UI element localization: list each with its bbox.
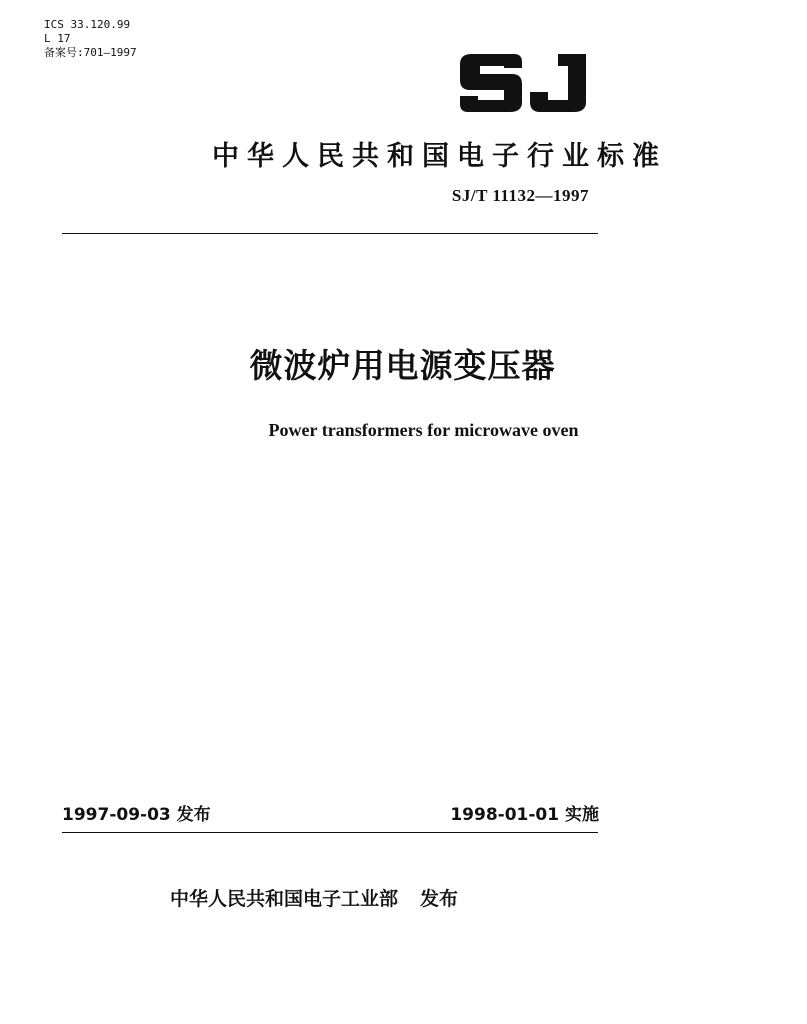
issue-date: 1997-09-03 发布 — [62, 805, 211, 825]
ics-code: ICS 33.120.99 — [44, 18, 131, 31]
standard-code: SJ/T 11132—1997 — [451, 186, 589, 205]
publisher-suffix: 发布 — [420, 888, 459, 910]
top-divider — [62, 233, 598, 234]
classification-code: L 17 — [44, 32, 71, 45]
sj-logo-s — [460, 54, 522, 112]
record-number: 备案号:701—1997 — [44, 46, 137, 59]
bottom-divider — [62, 832, 598, 833]
document-meta — [44, 18, 137, 60]
issuing-industry: 中华人民共和国电子行业标准 — [212, 141, 667, 172]
implementation-date: 1998-01-01 实施 — [450, 805, 599, 825]
publisher — [170, 884, 458, 911]
sj-logo-mark — [456, 52, 590, 114]
title-english: Power transformers for microwave oven — [268, 420, 579, 440]
sj-logo — [456, 52, 590, 114]
sj-logo-j — [530, 54, 586, 112]
publisher-name: 中华人民共和国电子工业部 — [170, 888, 399, 910]
title-chinese: 微波炉用电源变压器 — [249, 346, 556, 385]
